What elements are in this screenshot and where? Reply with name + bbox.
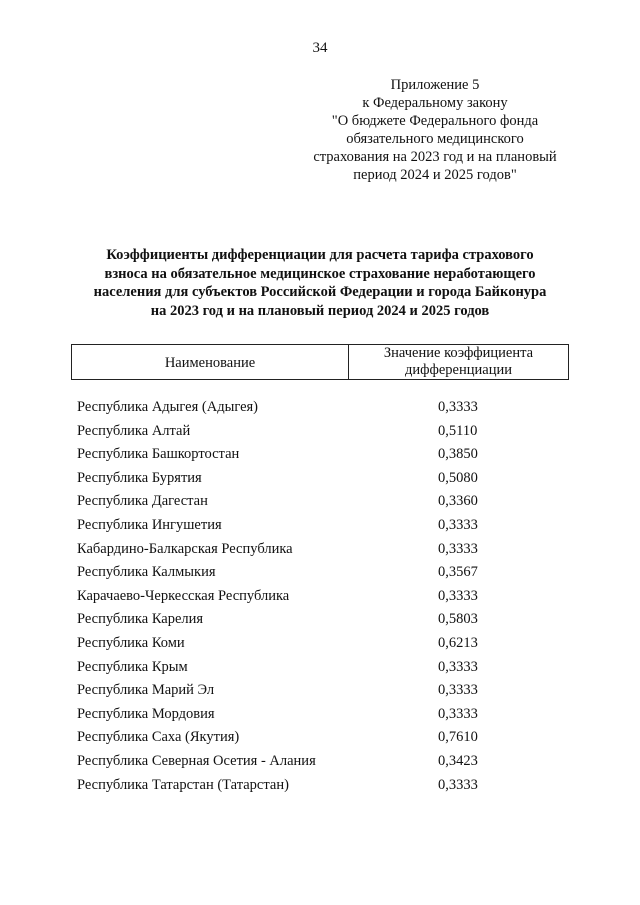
- coefficient-value: 0,5080: [438, 469, 478, 486]
- region-name: Карачаево-Черкесская Республика: [77, 587, 290, 604]
- table-row: [77, 515, 577, 539]
- appendix-line: Приложение 5: [390, 77, 480, 93]
- table-row: [77, 421, 577, 445]
- coefficient-value: 0,3333: [438, 658, 478, 675]
- appendix-line: страхования на 2023 год и на плановый: [313, 149, 557, 165]
- page-number: 34: [312, 40, 328, 56]
- table-row: [77, 727, 577, 751]
- coefficient-value: 0,3333: [438, 516, 478, 533]
- table-row: [77, 586, 577, 610]
- region-name: Республика Башкортостан: [77, 446, 240, 463]
- coefficient-value: 0,3333: [438, 682, 478, 699]
- column-header-value-line: Значение коэффициента: [383, 345, 534, 361]
- region-name: Республика Татарстан (Татарстан): [77, 776, 289, 793]
- table-row: [77, 633, 577, 657]
- appendix-line: "О бюджете Федерального фонда: [331, 113, 539, 129]
- title-line: взноса на обязательное медицинское страхование неработающего: [104, 265, 536, 282]
- coefficient-value: 0,3360: [438, 493, 478, 510]
- coefficient-value: 0,3333: [438, 776, 478, 793]
- coefficient-value: 0,5803: [438, 611, 478, 628]
- coefficient-value: 0,3333: [438, 399, 478, 415]
- appendix-line: обязательного медицинского: [346, 131, 524, 147]
- region-name: Республика Саха (Якутия): [77, 729, 240, 746]
- table-row: [77, 468, 577, 492]
- table-row: [77, 657, 577, 681]
- coefficient-value: 0,3850: [438, 446, 478, 463]
- table-header: [71, 344, 569, 380]
- appendix-block: [290, 76, 580, 184]
- coefficient-value: 0,3423: [438, 752, 478, 769]
- region-name: Республика Бурятия: [77, 469, 202, 486]
- table-row: [77, 751, 577, 775]
- table-row: [77, 444, 577, 468]
- region-name: Республика Мордовия: [77, 705, 215, 722]
- region-name: Республика Калмыкия: [77, 564, 216, 581]
- coefficient-value: 0,5110: [438, 422, 478, 439]
- column-header-name: Наименование: [72, 345, 349, 379]
- region-name: Республика Карелия: [77, 611, 204, 628]
- coefficient-value: 0,3333: [438, 540, 478, 557]
- coefficient-value: 0,3567: [438, 564, 478, 581]
- table-row: [77, 680, 577, 704]
- table-row: [77, 775, 577, 799]
- region-name: Республика Адыгея (Адыгея): [77, 399, 259, 415]
- title-line: населения для субъектов Российской Федерации и города Байконура: [93, 284, 547, 300]
- region-name: Кабардино-Балкарская Республика: [77, 540, 293, 557]
- table-row: [77, 397, 577, 421]
- coefficient-value: 0,7610: [438, 729, 478, 746]
- table-row: [77, 562, 577, 586]
- region-name: Республика Крым: [77, 658, 188, 675]
- coefficient-value: 0,6213: [438, 634, 478, 651]
- coefficient-value: 0,3333: [438, 705, 478, 722]
- region-name: Республика Алтай: [77, 422, 191, 439]
- document-title: [60, 246, 580, 320]
- region-name: Республика Марий Эл: [77, 682, 215, 699]
- column-header-value-line: дифференциации: [405, 362, 512, 378]
- region-name: Республика Северная Осетия - Алания: [77, 752, 316, 769]
- title-line: Коэффициенты дифференциации для расчета тарифа страхового: [106, 247, 534, 263]
- table-body: [77, 397, 577, 798]
- appendix-line: к Федеральному закону: [362, 95, 508, 111]
- region-name: Республика Коми: [77, 634, 185, 651]
- region-name: Республика Ингушетия: [77, 516, 222, 533]
- table-row: [77, 704, 577, 728]
- table-row: [77, 609, 577, 633]
- title-line: на 2023 год и на плановый период 2024 и 2025 годов: [150, 302, 490, 319]
- column-header-value: [349, 345, 568, 379]
- table-row: [77, 491, 577, 515]
- appendix-line: период 2024 и 2025 годов": [353, 167, 517, 183]
- coefficient-value: 0,3333: [438, 587, 478, 604]
- region-name: Республика Дагестан: [77, 493, 208, 510]
- table-row: [77, 539, 577, 563]
